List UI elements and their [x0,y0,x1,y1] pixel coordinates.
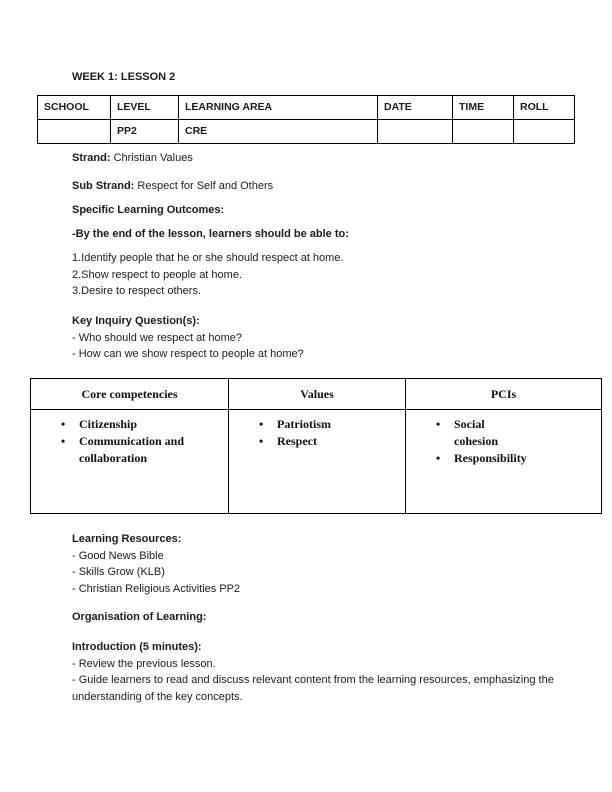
info-cell-time [453,119,514,143]
learning-resources-section [72,531,584,597]
info-cell-roll [514,119,575,143]
core-competency-item: • Citizenship [59,416,224,433]
competency-header-values: Values [229,379,406,410]
value-item: • Patriotism [257,416,401,433]
resource-item: - Good News Bible [72,549,164,562]
resource-item: - Skills Grow (KLB) [72,566,165,578]
competency-table-header-row [31,379,602,410]
key-inquiry-question: - How can we show respect to people at home? [72,348,304,360]
strand-label: Strand: [72,152,111,164]
info-header-school: SCHOOL [38,95,111,119]
sub-strand-value: Respect for Self and Others [137,180,274,192]
value-item: • Respect [257,433,401,450]
pcis-cell [406,410,602,514]
outcomes-list [72,250,584,300]
outcome-item: 3.Desire to respect others. [72,285,202,297]
competency-header-pcis: PCIs [406,379,602,410]
introduction-heading: Introduction (5 minutes): [72,641,202,653]
info-cell-level: PP2 [111,119,179,143]
introduction-item: - Review the previous lesson. [72,657,216,670]
key-inquiry-heading: Key Inquiry Question(s): [72,315,200,327]
values-cell [229,410,406,514]
core-competency-item: • Communication and collaboration [59,433,224,467]
introduction-item: - Guide learners to read and discuss relevant content from the learning resources, emphasizing the understanding of the key concepts. [72,674,554,703]
info-header-roll: ROLL [514,95,575,119]
key-inquiry-section [72,313,584,363]
learning-resources-heading: Learning Resources: [72,533,182,545]
resource-item: - Christian Religious Activities PP2 [72,582,241,595]
info-header-time: TIME [453,95,514,119]
values-list [229,416,401,450]
organisation-heading: Organisation of Learning: [72,611,207,623]
outcomes-heading: Specific Learning Outcomes: [72,204,225,216]
pci-item: • Social cohesion [434,416,516,450]
info-table-header-row [38,95,575,119]
lesson-title: WEEK 1: LESSON 2 [72,71,176,83]
info-header-level: LEVEL [111,95,179,119]
competency-table [30,378,602,514]
info-header-learning-area: LEARNING AREA [179,95,378,119]
strand-line [72,150,584,167]
competency-header-core: Core competencies [31,379,229,410]
info-cell-date [378,119,453,143]
info-cell-learning-area: CRE [179,119,378,143]
info-table [37,95,575,144]
competency-table-body-row [31,410,602,514]
outcome-item: 1.Identify people that he or she should respect at home. [72,252,344,264]
info-header-date: DATE [378,95,453,119]
strand-value: Christian Values [113,152,193,164]
info-cell-school [38,119,111,143]
info-table-value-row [38,119,575,143]
core-competencies-cell [31,410,229,514]
outcome-item: 2.Show respect to people at home. [72,268,242,281]
introduction-section [72,639,584,705]
outcomes-intro: -By the end of the lesson, learners should be able to: [72,228,349,240]
sub-strand-line [72,178,584,195]
pci-item: • Responsibility [434,450,597,467]
sub-strand-label: Sub Strand: [72,180,135,192]
pcis-list [406,416,597,467]
core-competencies-list [31,416,224,467]
key-inquiry-question: - Who should we respect at home? [72,331,242,344]
